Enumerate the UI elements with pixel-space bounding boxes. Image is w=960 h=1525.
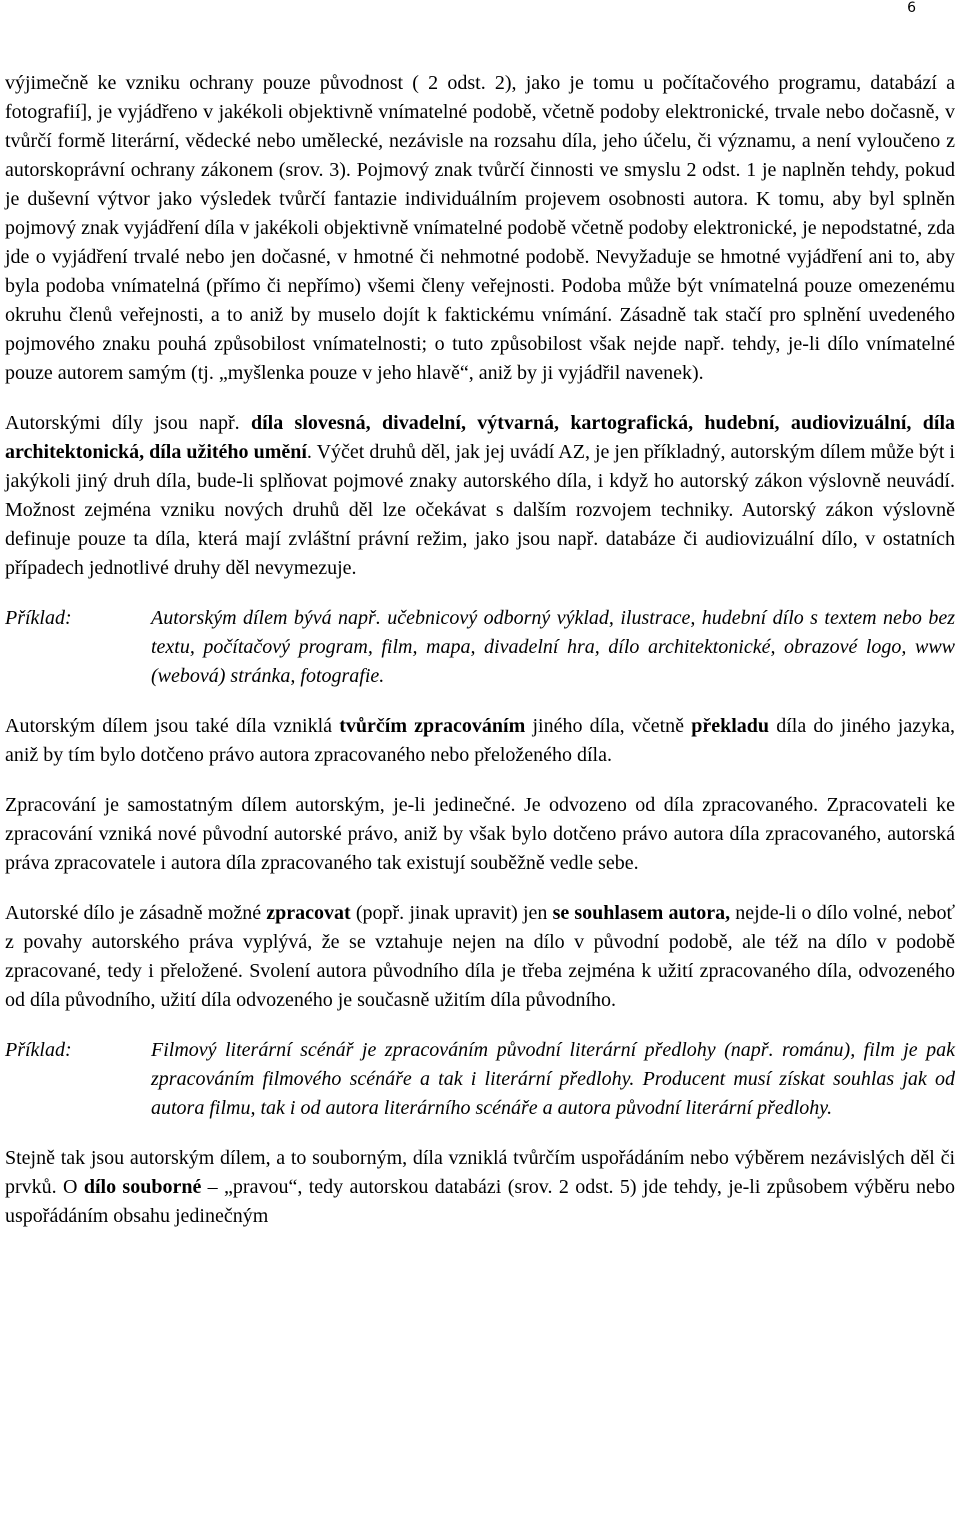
bold-process: zpracovat [266,902,351,924]
bold-collective-work: dílo souborné [83,1176,202,1198]
example-block-1 [5,604,955,691]
example-text: Filmový literární scénář je zpracováním původní literární předlohy (např. románu), film je pak zpracováním filmového scénáře a tak i literární předlohy. Producent musí získat souhlas jak od autora filmu, tak i od autora literárního scénáře a autora původní literární předlohy. [151,1039,955,1119]
text-span: – „pravou“, tedy autorskou databázi (srov. 2 odst. 5) jde tehdy, je-li způsobem výběru nebo uspořádáním obsahu jedinečným [5,1176,955,1227]
example-block-2 [5,1036,955,1123]
text-span: . Výčet druhů děl, jak jej uvádí AZ, je jen příkladný, autorským dílem může být i jakýkoli jiný druh díla, bude-li splňovat pojmové znaky autorského díla, i když ho autorský zákon výslovně neuvádí. Možnost zejména vzniku nových druhů děl lze očekávat s dalším rozvojem techniky. Autorský zákon výslovně definuje pouze ta díla, která mají zvláštní právní režim, jako jsou např. databáze či audiovizuální dílo, v ostatních případech jednotlivé druhy děl nevymezuje. [5,441,955,579]
paragraph-derivative-works [5,712,955,770]
example-text: Autorským dílem bývá např. učebnicový odborný výklad, ilustrace, hudební dílo s textem nebo bez textu, počítačový program, film, mapa, divadelní hra, dílo architektonické, obrazové logo, www (webová) stránka, fotografie. [151,607,955,687]
page-number: 6 [907,0,916,16]
text-span: nejde-li o dílo volné, neboť z povahy autorského práva vyplývá, že se vztahuje nejen na dílo v původní podobě, ale též na dílo v podobě zpracované, tedy i přeložené. Svolení autora původního díla je třeba zejména k užití zpracovaného díla, odvozeného od díla původního, užití díla odvozeného je současně užitím díla původního. [5,902,956,1011]
paragraph-collective-works [5,1144,955,1231]
text-span: díla do jiného jazyka, aniž by tím bylo dotčeno právo autora zpracovaného nebo přeloženého díla. [5,715,955,766]
document-body [5,69,955,1252]
text-span: Autorským dílem jsou také díla vzniklá [5,715,340,737]
example-label: Příklad: [5,607,72,629]
paragraph-consent [5,899,955,1015]
bold-with-consent: se souhlasem autora, [552,902,731,924]
bold-creative-processing: tvůrčím zpracováním [339,715,526,737]
text-span: Autorské dílo je zásadně možné [5,902,267,924]
text-span: Stejně tak jsou autorským dílem, a to souborným, díla vzniklá tvůrčím uspořádáním nebo výběrem nezávislých děl či prvků. O [5,1147,955,1198]
paragraph-originality: výjimečně ke vzniku ochrany pouze původnost ( 2 odst. 2), jako je tomu u počítačového programu, databází a fotografií], je vyjádřeno v jakékoli objektivně vnímatelné podobě, včetně podoby elektronické, trvale nebo dočasně, v tvůrčí formě literární, vědecké nebo umělecké, nezávisle na rozsahu díla, jeho účelu, či významu, a není vyloučeno z autorskoprávní ochrany zákonem (srov. 3). Pojmový znak tvůrčí činnosti ve smyslu 2 odst. 1 je naplněn tehdy, pokud je duševní výtvor jako výsledek tvůrčí fantazie individuálním projevem osobnosti autora. K tomu, aby byl splněn pojmový znak vyjádření díla v jakékoli objektivně vnímatelné podobě včetně podoby elektronické, je nepodstatné, zda jde o vyjádření trvalé nebo jen dočasné, v hmotné či nehmotné podobě. Nevyžaduje se hmotné vyjádření ani to, aby byla podoba vnímatelná (přímo či nepřímo) všemi členy veřejnosti. Podoba může být vnímatelná pouze omezenému okruhu členů veřejnosti, a to aniž by muselo dojít k faktickému vnímání. Zásadně tak stačí pro splnění uvedeného pojmového znaku pouhá způsobilost vnímatelnosti; o tuto způsobilost však nejde např. tehdy, je-li dílo vnímatelné pouze autorem samým (tj. „myšlenka pouze v jeho hlavě“, aniž by ji vyjádřil navenek). [5,72,955,384]
paragraph-processing: Zpracování je samostatným dílem autorským, je-li jedinečné. Je odvozeno od díla zpracovaného. Zpracovateli ke zpracování vzniká nové původní autorské právo, aniž by však bylo dotčeno právo autora díla zpracovaného, autorská práva zpracovatele i autora díla zpracovaného tak existují souběžně vedle sebe. [5,794,955,874]
text-span: Autorskými díly jsou např. [5,412,251,434]
text-span: (popř. jinak upravit) jen [350,902,553,924]
bold-work-types: díla slovesná, divadelní, výtvarná, kartografická, hudební, audiovizuální, díla architektonická, díla užitého umění [5,412,956,463]
paragraph-types-of-works [5,409,955,583]
text-span: jiného díla, včetně [525,715,692,737]
bold-translation: překladu [691,715,770,737]
example-label: Příklad: [5,1039,72,1061]
